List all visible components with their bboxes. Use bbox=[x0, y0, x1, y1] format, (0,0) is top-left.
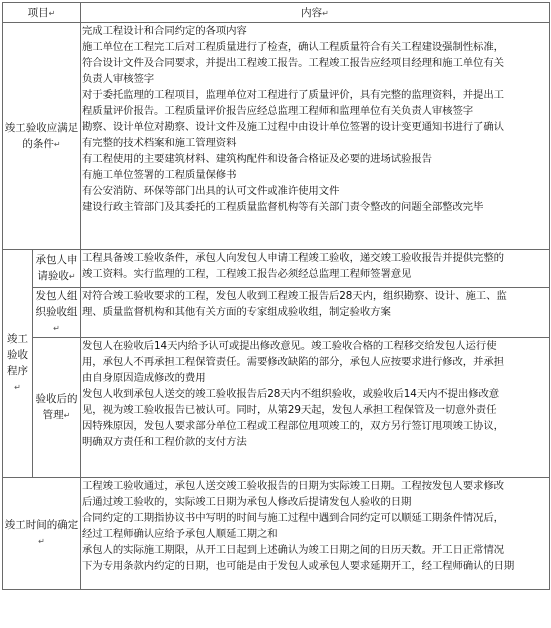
content-line: 有施工单位签署的工程质量保修书 bbox=[82, 169, 237, 181]
content-line: 施工单位在工程完工后对工程质量进行了检查，确认工程质量符合有关工程建设强制性标准， bbox=[82, 41, 504, 53]
content-line: 竣工资料。实行监理的工程，工程竣工报告必须经总监理工程师签署意见 bbox=[82, 268, 412, 280]
content-line: 工程具备竣工验收条件，承包人向发包人申请工程竣工验收，递交竣工验收报告并提供完整的 bbox=[82, 252, 504, 264]
table-row bbox=[3, 338, 550, 478]
header-content-cell: 内容↵ bbox=[81, 3, 550, 23]
header-item-cell: 项目↵ bbox=[3, 3, 81, 23]
row-label: 竣工时间的确定 bbox=[4, 519, 79, 531]
content-line: 后通过竣工验收的，实际竣工日期为承包人修改后提请发包人验收的日期 bbox=[82, 496, 412, 508]
group-label: 竣工验收程序 bbox=[7, 333, 28, 377]
sub-label: 发包人组织验收组 bbox=[35, 290, 78, 318]
row-label-cell: 竣工验收应满足的条件↵ bbox=[3, 23, 81, 250]
content-line: 负责人审核签字 bbox=[82, 73, 155, 85]
content-line: 经过工程师确认应给予承包人顺延工期之和 bbox=[82, 528, 278, 540]
content-line: 明确双方责任和工程价款的支付方法 bbox=[82, 436, 247, 448]
row-content bbox=[81, 478, 550, 590]
table-row bbox=[3, 478, 550, 590]
row-label-cell: 竣工时间的确定↵ bbox=[3, 478, 81, 590]
content-line: 有完整的技术档案和施工管理资料 bbox=[82, 137, 237, 149]
row-content bbox=[81, 23, 550, 250]
content-line: 对符合竣工验收要求的工程，发包人收到工程竣工报告后28天内，组织勘察、设计、施工、监 bbox=[82, 290, 507, 302]
table-row bbox=[3, 250, 550, 288]
content-line: 由自身原因造成修改的费用 bbox=[82, 372, 206, 384]
content-line: 程质量评价报告。工程质量评价报告应经总监理工程师和监理单位有关负责人审核签字 bbox=[82, 105, 474, 117]
table-row bbox=[3, 23, 550, 250]
acceptance-table bbox=[2, 2, 550, 590]
content-line: 下为专用条款内约定的日期，也可能是由于发包人或承包人要求延期开工，经工程师确认的日期 bbox=[82, 560, 515, 572]
row-content bbox=[81, 250, 550, 288]
content-line: 有公安消防、环保等部门出具的认可文件或准许使用文件 bbox=[82, 185, 340, 197]
row-label: 竣工验收应满足的条件 bbox=[4, 121, 79, 150]
content-line: 对于委托监理的工程项目，监理单位对工程进行了质量评价，具有完整的监理资料，并提出工 bbox=[82, 89, 504, 101]
sub-label: 承包人申请验收 bbox=[35, 254, 78, 282]
content-line: 理、质量监督机构和其他有关方面的专家组成验收组，制定验收方案 bbox=[82, 306, 391, 318]
table-row bbox=[3, 288, 550, 338]
content-line: 合同约定的工期指协议书中写明的时间与施工过程中遇到合同约定可以顺延工期条件情况后， bbox=[82, 512, 504, 524]
sub-label-cell: 承包人申请验收↵ bbox=[33, 250, 81, 288]
row-content bbox=[81, 288, 550, 338]
sub-label-cell: 验收后的管理↵ bbox=[33, 338, 81, 478]
sub-label: 验收后的管理 bbox=[35, 393, 78, 421]
content-line: 用，承包人不再承担工程保管责任。需要修改缺陷的部分，承包人应按要求进行修改，并承担 bbox=[82, 356, 504, 368]
content-line: 因特殊原因，发包人要求部分单位工程或工程部位甩项竣工的，双方另行签订甩项竣工协议， bbox=[82, 420, 504, 432]
content-line: 发包人在验收后14天内给予认可或提出修改意见。竣工验收合格的工程移交给发包人运行使 bbox=[82, 340, 497, 352]
content-line: 勘察、设计单位对勘察、设计文件及施工过程中由设计单位签署的设计变更通知书进行了确认 bbox=[82, 121, 504, 133]
sub-label-cell: 发包人组织验收组↵ bbox=[33, 288, 81, 338]
content-line: 承包人的实际施工期限，从开工日起到上述确认为竣工日期之间的日历天数。开工日正常情况 bbox=[82, 544, 504, 556]
header-content: 内容 bbox=[301, 7, 323, 19]
content-line: 有工程使用的主要建筑材料、建筑构配件和设备合格证及必要的进场试验报告 bbox=[82, 153, 432, 165]
content-line: 完成工程设计和合同约定的各项内容 bbox=[82, 25, 247, 37]
header-row bbox=[3, 3, 550, 23]
group-label-cell: 竣工验收程序↵ bbox=[3, 250, 33, 478]
row-content bbox=[81, 338, 550, 478]
content-line: 符合设计文件及合同要求，并提出工程竣工报告。工程竣工报告应经项目经理和施工单位有关 bbox=[82, 57, 504, 69]
header-item: 项目 bbox=[27, 7, 49, 19]
content-line: 见，视为竣工验收报告已被认可。同时，从第29天起，发包人承担工程保管及一切意外责任 bbox=[82, 404, 497, 416]
content-line: 工程竣工验收通过，承包人送交竣工验收报告的日期为实际竣工日期。工程按发包人要求修改 bbox=[82, 480, 504, 492]
content-line: 发包人收到承包人送交的竣工验收报告后28天内不组织验收，或验收后14天内不提出修改意 bbox=[82, 388, 500, 400]
content-line: 建设行政主管部门及其委托的工程质量监督机构等有关部门责令整改的问题全部整改完毕 bbox=[82, 201, 484, 213]
